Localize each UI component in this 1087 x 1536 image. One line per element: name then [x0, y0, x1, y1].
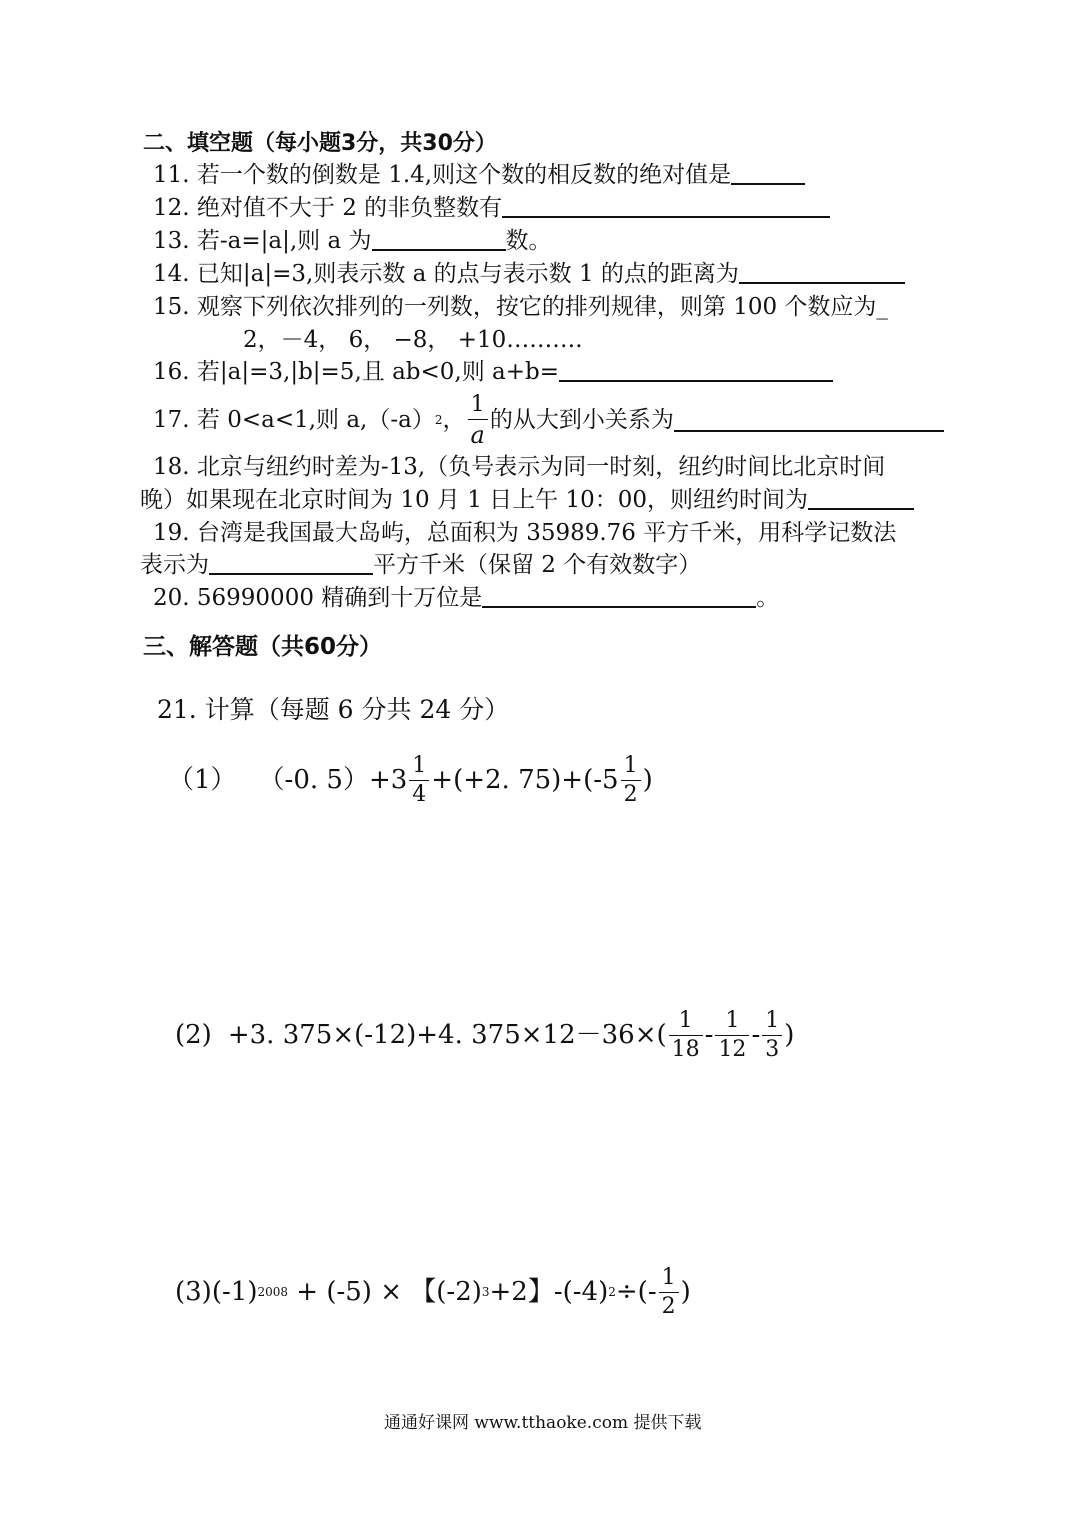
question-15-sequence: 2，－4， 6， −8， +10………. — [243, 327, 583, 353]
question-13-suffix: 数。 — [505, 228, 552, 254]
fraction-one-twelfth — [715, 1007, 749, 1062]
fraction-numerator: 1 — [412, 752, 427, 778]
question-18-text: 晚）如果现在北京时间为 10 月 1 日上午 10：00，则纽约时间为 — [140, 487, 808, 513]
question-12-text: 12. 绝对值不大于 2 的非负整数有 — [153, 195, 503, 221]
fraction-denominator: 3 — [762, 1035, 782, 1061]
question-13 — [153, 226, 552, 256]
question-17-text: 17. 若 0<a<1,则 a,（-a） — [153, 407, 435, 433]
calc-3-term-c: +2】-(-4) — [489, 1277, 609, 1307]
question-17-suffix: 的从大到小关系为 — [489, 407, 674, 433]
fraction-one-quarter — [409, 752, 429, 807]
calc-3-term-a: (-1) — [211, 1277, 258, 1307]
question-11-text: 11. 若一个数的倒数是 1.4,则这个数的相反数的绝对值是 — [153, 162, 732, 188]
calc-1-term-b: +(+2. 75)+(-5 — [431, 765, 619, 795]
answer-blank-15[interactable]: _ — [876, 294, 888, 320]
calc-problem-1 — [168, 750, 653, 810]
question-17-separator: ， — [442, 407, 466, 433]
fraction-numerator: 1 — [765, 1007, 780, 1033]
question-20-text: 20. 56990000 精确到十万位是 — [153, 585, 483, 611]
calc-2-label: (2) — [175, 1020, 212, 1050]
calc-2-minus-1: - — [704, 1020, 714, 1050]
question-19-text: 表示为 — [140, 552, 209, 578]
question-15 — [153, 292, 888, 322]
question-16-text: 16. 若|a|=3,|b|=5,且 ab<0,则 a+b= — [153, 359, 560, 385]
answer-blank-12[interactable] — [502, 194, 830, 218]
question-17 — [153, 390, 944, 450]
fraction-one-half — [659, 1264, 679, 1319]
calc-3-label: (3) — [175, 1277, 212, 1307]
calc-problem-2 — [175, 1005, 794, 1065]
calc-3-close: ) — [680, 1277, 691, 1307]
calc-1-close: ) — [642, 765, 653, 795]
question-15-text: 15. 观察下列依次排列的一列数，按它的排列规律，则第 100 个数应为 — [153, 294, 877, 320]
fraction-numerator: 1 — [678, 1007, 693, 1033]
calc-1-label: （1） — [168, 765, 237, 795]
question-12 — [153, 193, 830, 223]
calc-3-exponent-2: 3 — [481, 1285, 490, 1299]
calc-1-term-a: （-0. 5）+3 — [258, 765, 408, 795]
question-18-line2 — [140, 485, 914, 515]
calc-3-exponent-1: 2008 — [257, 1285, 289, 1299]
answer-blank-16[interactable] — [559, 358, 833, 382]
calc-3-term-b: + (-5) × 【(-2) — [288, 1277, 482, 1307]
question-20 — [153, 583, 779, 613]
section-two-title: 二、填空题（每小题3分，共30分） — [143, 131, 497, 156]
calc-2-minus-2: - — [751, 1020, 761, 1050]
question-21-title: 21. 计算（每题 6 分共 24 分） — [157, 695, 510, 724]
answer-blank-11[interactable] — [731, 161, 805, 185]
answer-blank-17[interactable] — [674, 408, 944, 432]
answer-blank-19[interactable] — [209, 551, 373, 575]
fraction-one-over-a — [468, 391, 488, 449]
fraction-numerator: 1 — [623, 752, 638, 778]
fraction-numerator: 1 — [661, 1264, 676, 1290]
answer-blank-13[interactable] — [372, 227, 506, 251]
question-14-text: 14. 已知|a|=3,则表示数 a 的点与表示数 1 的点的距离为 — [153, 261, 739, 287]
question-17-exponent: 2 — [434, 413, 443, 427]
answer-blank-18[interactable] — [808, 486, 914, 510]
fraction-denominator: 2 — [621, 780, 641, 806]
footer-text: 通通好课网 www.tthaoke.com 提供下载 — [384, 1413, 702, 1433]
answer-blank-20[interactable] — [482, 584, 756, 608]
calc-3-term-d: ÷(- — [615, 1277, 657, 1307]
calc-problem-3 — [175, 1262, 691, 1322]
fraction-denominator: 12 — [715, 1035, 749, 1061]
fraction-denominator: 18 — [669, 1035, 703, 1061]
calc-3-exponent-3: 2 — [608, 1285, 616, 1299]
fraction-numerator: 1 — [725, 1007, 740, 1033]
question-14 — [153, 259, 905, 289]
fraction-denominator: 2 — [659, 1292, 679, 1318]
fraction-one-third — [762, 1007, 782, 1062]
fraction-numerator: 1 — [470, 391, 485, 417]
calc-2-term-a: +3. 375×(-12)+4. 375×12－36×( — [227, 1020, 667, 1050]
fraction-one-half — [621, 752, 641, 807]
question-19-suffix: 平方千米（保留 2 个有效数字） — [373, 552, 702, 578]
question-20-suffix: 。 — [756, 585, 780, 611]
question-13-text: 13. 若-a=|a|,则 a 为 — [153, 228, 372, 254]
question-18-line1: 18. 北京与纽约时差为-13,（负号表示为同一时刻，纽约时间比北京时间 — [153, 454, 886, 480]
fraction-denominator: 4 — [409, 780, 429, 806]
question-11 — [153, 160, 805, 190]
question-16 — [153, 357, 833, 387]
fraction-one-eighteenth — [669, 1007, 703, 1062]
answer-blank-14[interactable] — [739, 260, 905, 284]
section-three-title: 三、解答题（共60分） — [143, 634, 383, 660]
fraction-denominator: a — [468, 419, 488, 447]
question-19-line2 — [140, 550, 701, 580]
question-19-line1: 19. 台湾是我国最大岛屿，总面积为 35989.76 平方千米，用科学记数法 — [153, 520, 897, 546]
calc-2-close: ) — [784, 1020, 795, 1050]
